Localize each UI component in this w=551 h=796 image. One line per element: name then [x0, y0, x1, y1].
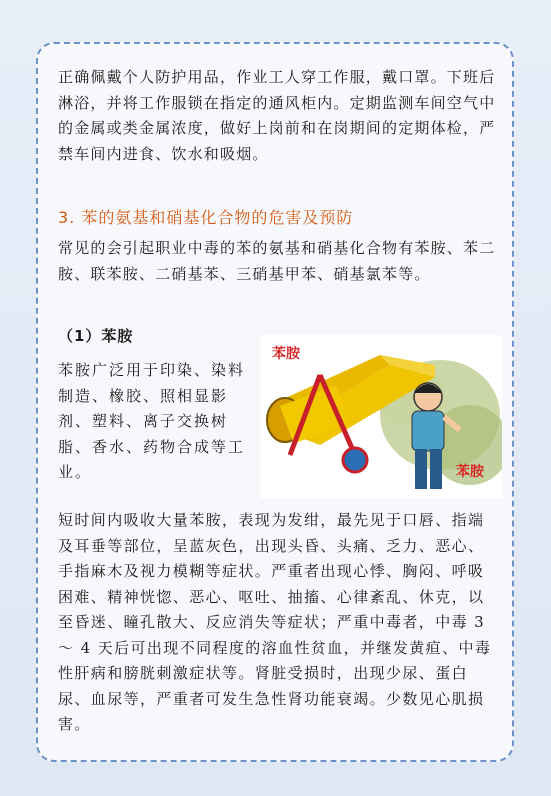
subsection-heading: （1）苯胺 — [58, 327, 134, 345]
paragraph-aniline-uses: 苯胺广泛用于印染、染料制造、橡胶、照相显影剂、塑料、离子交换树脂、香水、药物合成等工业。 — [58, 361, 246, 481]
paragraph-protection: 正确佩戴个人防护用品，作业工人穿工作服，戴口罩。下班后淋浴，并将工作服锁在指定的通风柜内。定期监测车间空气中的金属或类金属浓度，做好上岗前和在岗期间的定期体检，严禁车间内进食、饮水和吸烟。 — [58, 68, 496, 163]
aniline-illustration — [260, 335, 502, 498]
illustration-label-bottom: 苯胺 — [456, 464, 484, 480]
paragraph-intro: 常见的会引起职业中毒的苯的氨基和硝基化合物有苯胺、苯二胺、联苯胺、二硝基苯、三硝基甲苯、硝基氯苯等。 — [58, 239, 496, 283]
illustration-label-top: 苯胺 — [272, 346, 300, 362]
paragraph-aniline-symptoms: 短时间内吸收大量苯胺，表现为发绀，最先见于口唇、指端及耳垂等部位，呈蓝灰色，出现头昏、头痛、乏力、恶心、手指麻木及视力模糊等症状。严重者出现心悸、胸闷、呼吸困难、精神恍惚、恶心、呕吐、抽搐、心律紊乱、休克，以至昏迷、瞳孔散大、反应消失等症状；严重中毒者，中毒 3 ～ 4 天后可出现不同程度的溶血性贫血，并继发黄疸、中毒性肝病和膀胱刺激症状等。肾脏受损时，出现少尿、蛋白尿、血尿等，严重者可发生急性肾功能衰竭。少数见心肌损害。 — [58, 511, 492, 733]
section-heading: 3. 苯的氨基和硝基化合物的危害及预防 — [58, 208, 354, 227]
